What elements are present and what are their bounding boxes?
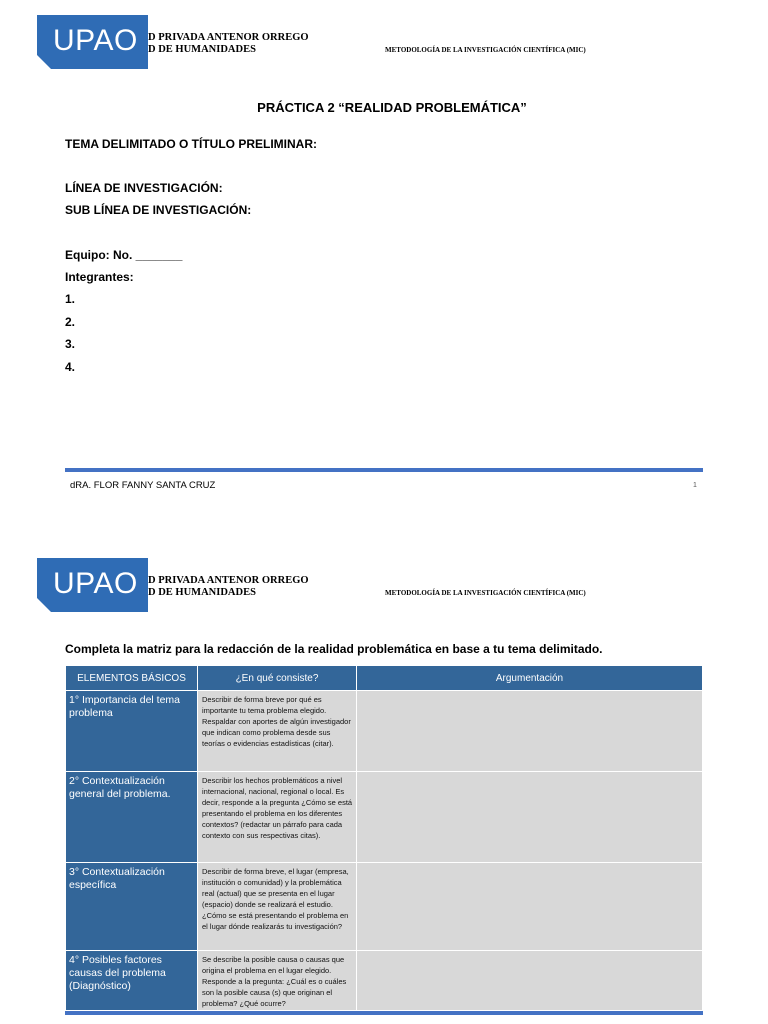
column-header-elementos: ELEMENTOS BÁSICOS	[66, 666, 198, 691]
logo-text: UPAO	[53, 24, 138, 57]
practice-title: PRÁCTICA 2 “REALIDAD PROBLEMÁTICA”	[257, 100, 527, 115]
upao-logo	[37, 558, 148, 612]
university-name	[148, 575, 309, 599]
column-header-consiste: ¿En qué consiste?	[198, 666, 357, 691]
university-line-1: D PRIVADA ANTENOR ORREGO	[148, 32, 309, 43]
footer-rule	[65, 468, 703, 472]
sublinea-label: SUB LÍNEA DE INVESTIGACIÓN:	[65, 203, 252, 217]
footer-rule	[65, 1011, 703, 1015]
integrante-item-3: 3.	[65, 337, 76, 351]
linea-label: LÍNEA DE INVESTIGACIÓN:	[65, 181, 223, 195]
university-name	[148, 32, 309, 56]
university-line-2: D DE HUMANIDADES	[148, 587, 256, 598]
integrante-item-4: 4.	[65, 360, 76, 374]
realidad-problematica-matrix	[65, 665, 703, 1011]
page-number: 1	[693, 482, 697, 489]
table-row	[66, 951, 703, 1011]
element-cell: 3° Contextualización específica	[66, 863, 198, 951]
argumentacion-input-cell[interactable]	[357, 772, 703, 863]
argumentacion-input-cell[interactable]	[357, 691, 703, 772]
integrantes-label: Integrantes:	[65, 270, 134, 284]
university-line-1: D PRIVADA ANTENOR ORREGO	[148, 575, 309, 586]
element-cell: 1° Importancia del tema problema	[66, 691, 198, 772]
element-cell: 2° Contextualización general del problema.	[66, 772, 198, 863]
matrix-instruction: Completa la matriz para la redacción de la realidad problemática en base a tu tema delimitado.	[65, 642, 603, 656]
tema-label: TEMA DELIMITADO O TÍTULO PRELIMINAR:	[65, 137, 317, 151]
course-title: METODOLOGÍA DE LA INVESTIGACIÓN CIENTÍFICA (MIC)	[385, 589, 586, 597]
logo-text: UPAO	[53, 567, 138, 600]
footer-author: dRA. FLOR FANNY SANTA CRUZ	[70, 480, 216, 491]
equipo-label: Equipo: No. _______	[65, 248, 183, 262]
table-row	[66, 863, 703, 951]
university-line-2: D DE HUMANIDADES	[148, 44, 256, 55]
argumentacion-input-cell[interactable]	[357, 951, 703, 1011]
integrante-item-1: 1.	[65, 292, 76, 306]
description-cell: Describir los hechos problemáticos a nivel internacional, nacional, regional o local. Es decir, responde a la pregunta ¿Cómo se está presentando el problema en los diferentes contextos? (redactar un párrafo para cada contexto con sus respectivas citas).	[198, 772, 357, 863]
table-header-row	[66, 666, 703, 691]
table-row	[66, 691, 703, 772]
element-cell: 4° Posibles factores causas del problema (Diagnóstico)	[66, 951, 198, 1011]
description-cell: Describir de forma breve por qué es importante tu tema problema elegido. Respaldar con aportes de algún investigador que indican como problema desde sus teorías o evidencias estadísticas (citar).	[198, 691, 357, 772]
upao-logo	[37, 15, 148, 69]
table-row	[66, 772, 703, 863]
column-header-argumentacion: Argumentación	[357, 666, 703, 691]
course-title: METODOLOGÍA DE LA INVESTIGACIÓN CIENTÍFICA (MIC)	[385, 46, 586, 54]
description-cell: Describir de forma breve, el lugar (empresa, institución o comunidad) y la problemática real (actual) que se presenta en el lugar (espacio) donde se realizará el estudio. ¿Cómo se está presentando el problema en el lugar dónde realizarás tu investigación?	[198, 863, 357, 951]
argumentacion-input-cell[interactable]	[357, 863, 703, 951]
description-cell: Se describe la posible causa o causas que origina el problema en el lugar elegido. Responde a la pregunta: ¿Cuál es o cuáles son la posible causa (s) que originan el problema? ¿Qué ocurre?	[198, 951, 357, 1011]
integrante-item-2: 2.	[65, 315, 76, 329]
